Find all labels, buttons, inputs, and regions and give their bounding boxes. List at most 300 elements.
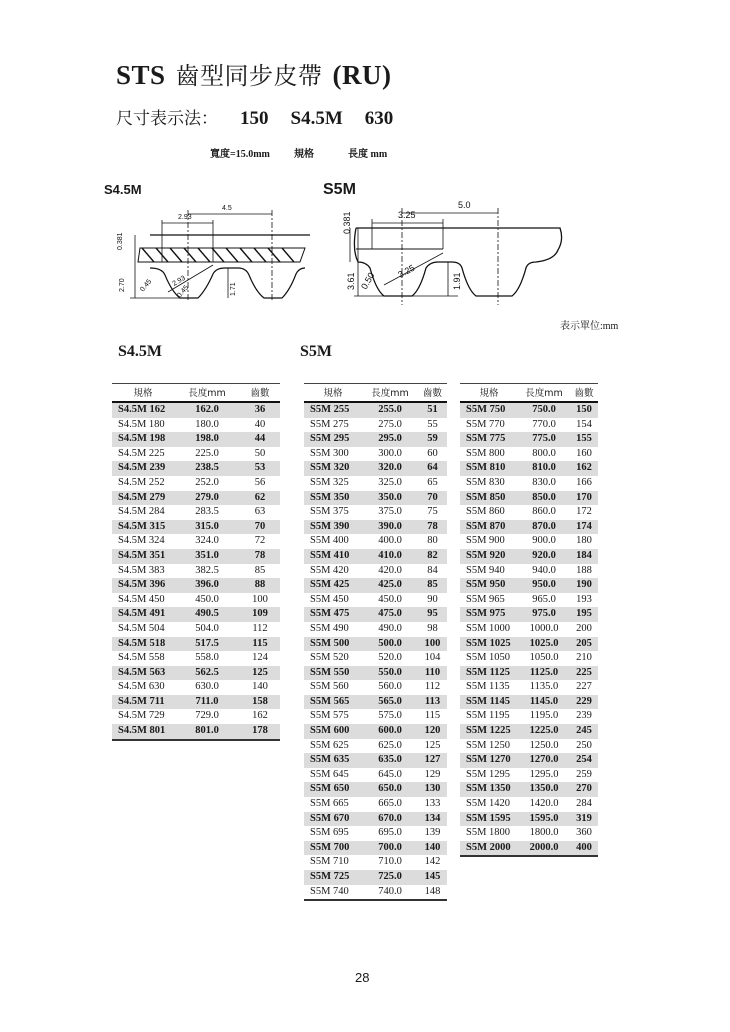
table-row bbox=[304, 739, 447, 754]
table-row bbox=[112, 520, 280, 535]
col-header-teeth: 齒數 bbox=[570, 384, 598, 403]
table-row bbox=[460, 709, 598, 724]
spec-cell: S4.5M 801 bbox=[112, 724, 174, 740]
table-row bbox=[112, 651, 280, 666]
length-cell: 665.0 bbox=[378, 798, 402, 810]
table-row bbox=[304, 768, 447, 783]
teeth-cell: 90 bbox=[427, 593, 438, 605]
length-cell: 650.0 bbox=[362, 782, 418, 797]
length-cell: 850.0 bbox=[518, 491, 570, 506]
dim-belt-top: 0.381 bbox=[117, 232, 124, 250]
table-row bbox=[304, 432, 447, 447]
teeth-cell: 139 bbox=[424, 827, 441, 839]
table-row bbox=[304, 709, 447, 724]
teeth-cell: 130 bbox=[418, 782, 447, 797]
teeth-cell: 70 bbox=[418, 491, 447, 506]
teeth-cell: 284 bbox=[576, 798, 592, 810]
teeth-cell: 162 bbox=[252, 710, 268, 722]
length-cell: 810.0 bbox=[518, 461, 570, 476]
length-cell: 382.5 bbox=[195, 564, 219, 576]
spec-cell: S5M 1420 bbox=[466, 798, 511, 810]
length-cell: 1595.0 bbox=[518, 812, 570, 827]
length-cell: 711.0 bbox=[174, 695, 240, 710]
teeth-cell: 180 bbox=[576, 535, 592, 547]
spec-cell: S4.5M 162 bbox=[112, 402, 174, 418]
col-header-spec: 規格 bbox=[112, 384, 174, 403]
teeth-cell: 78 bbox=[240, 549, 280, 564]
spec-cell: S4.5M 729 bbox=[118, 710, 165, 722]
table-row bbox=[304, 476, 447, 491]
col-header-spec: 規格 bbox=[304, 384, 362, 403]
title-prefix: STS bbox=[116, 60, 166, 90]
legend-width: 寬度=15.0mm bbox=[210, 149, 270, 160]
teeth-cell: 51 bbox=[418, 402, 447, 418]
length-cell: 750.0 bbox=[518, 402, 570, 418]
section-title-s5: S5M bbox=[300, 343, 332, 360]
dim-pitch: 5.0 bbox=[458, 200, 471, 210]
dim-tooth-height: 1.91 bbox=[452, 272, 462, 290]
table-row bbox=[304, 870, 447, 885]
teeth-cell: 110 bbox=[418, 666, 447, 681]
table-row bbox=[460, 432, 598, 447]
teeth-cell: 70 bbox=[240, 520, 280, 535]
teeth-cell: 154 bbox=[576, 418, 592, 430]
spec-cell: S4.5M 450 bbox=[118, 593, 165, 605]
length-cell: 830.0 bbox=[532, 476, 556, 488]
spec-cell: S5M 860 bbox=[466, 506, 505, 518]
dim-diag-width: 3.25 bbox=[396, 262, 417, 280]
table-row bbox=[112, 607, 280, 622]
spec-cell: S5M 810 bbox=[460, 461, 518, 476]
length-cell: 770.0 bbox=[532, 418, 556, 430]
spec-cell: S4.5M 711 bbox=[112, 695, 174, 710]
spec-cell: S5M 575 bbox=[310, 710, 349, 722]
teeth-cell: 127 bbox=[418, 753, 447, 768]
length-cell: 295.0 bbox=[362, 432, 418, 447]
length-cell: 965.0 bbox=[532, 593, 556, 605]
spec-cell: S5M 940 bbox=[466, 564, 505, 576]
table-row bbox=[112, 476, 280, 491]
table-row bbox=[304, 724, 447, 739]
spec-cell: S5M 830 bbox=[466, 476, 505, 488]
teeth-cell: 109 bbox=[240, 607, 280, 622]
spec-cell: S5M 1595 bbox=[460, 812, 518, 827]
teeth-cell: 166 bbox=[576, 476, 592, 488]
spec-cell: S4.5M 518 bbox=[112, 637, 174, 652]
table-row bbox=[112, 622, 280, 637]
table-row bbox=[460, 812, 598, 827]
spec-cell: S5M 1350 bbox=[460, 782, 518, 797]
teeth-cell: 134 bbox=[418, 812, 447, 827]
table-row bbox=[460, 447, 598, 462]
s5-spec-table-2 bbox=[460, 383, 598, 857]
table-row bbox=[304, 461, 447, 476]
dim-total-height: 2.70 bbox=[119, 278, 126, 292]
table-row bbox=[460, 782, 598, 797]
table-row bbox=[460, 491, 598, 506]
length-cell: 860.0 bbox=[532, 506, 556, 518]
length-cell: 375.0 bbox=[378, 506, 402, 518]
table-row bbox=[460, 549, 598, 564]
teeth-cell: 225 bbox=[570, 666, 598, 681]
table-row bbox=[304, 797, 447, 812]
length-cell: 710.0 bbox=[378, 856, 402, 868]
spec-cell: S5M 650 bbox=[304, 782, 362, 797]
length-cell: 450.0 bbox=[378, 593, 402, 605]
teeth-cell: 62 bbox=[240, 491, 280, 506]
table-row bbox=[112, 709, 280, 724]
table-row bbox=[304, 491, 447, 506]
length-cell: 1000.0 bbox=[529, 622, 559, 634]
unit-note: 表示單位:mm bbox=[560, 321, 619, 332]
table-row bbox=[112, 695, 280, 710]
spec-cell: S5M 400 bbox=[310, 535, 349, 547]
spec-cell: S5M 710 bbox=[310, 856, 349, 868]
notation-legend bbox=[210, 145, 387, 160]
spec-cell: S4.5M 284 bbox=[118, 506, 165, 518]
table-row bbox=[304, 578, 447, 593]
length-cell: 700.0 bbox=[362, 841, 418, 856]
teeth-cell: 170 bbox=[570, 491, 598, 506]
length-cell: 225.0 bbox=[195, 447, 219, 459]
spec-cell: S5M 800 bbox=[466, 447, 505, 459]
legend-spec: 規格 bbox=[294, 149, 314, 160]
spec-cell: S4.5M 225 bbox=[118, 447, 165, 459]
spec-cell: S5M 700 bbox=[304, 841, 362, 856]
length-cell: 1250.0 bbox=[529, 739, 559, 751]
teeth-cell: 72 bbox=[254, 535, 266, 547]
table-row bbox=[112, 724, 280, 740]
table-row bbox=[304, 520, 447, 535]
table-row bbox=[460, 651, 598, 666]
table-row bbox=[460, 826, 598, 841]
spec-cell: S5M 740 bbox=[304, 885, 362, 901]
teeth-cell: 162 bbox=[570, 461, 598, 476]
teeth-cell: 178 bbox=[240, 724, 280, 740]
spec-cell: S5M 255 bbox=[304, 402, 362, 418]
length-cell: 729.0 bbox=[195, 710, 219, 722]
teeth-cell: 193 bbox=[576, 593, 592, 605]
spec-cell: S5M 850 bbox=[460, 491, 518, 506]
length-cell: 670.0 bbox=[362, 812, 418, 827]
teeth-cell: 155 bbox=[570, 432, 598, 447]
length-cell: 725.0 bbox=[362, 870, 418, 885]
legend-length: 長度 mm bbox=[348, 149, 388, 160]
spec-cell: S4.5M 383 bbox=[118, 564, 165, 576]
table-row bbox=[112, 593, 280, 608]
teeth-cell: 36 bbox=[240, 402, 280, 418]
table-row bbox=[460, 666, 598, 681]
notation-width: 150 bbox=[240, 108, 269, 129]
table-row bbox=[112, 505, 280, 520]
table-row bbox=[460, 724, 598, 739]
spec-cell: S5M 695 bbox=[310, 827, 349, 839]
length-cell: 1195.0 bbox=[529, 710, 559, 722]
dim-radius-2: 0.45 bbox=[176, 284, 191, 300]
teeth-cell: 85 bbox=[254, 564, 266, 576]
length-cell: 562.5 bbox=[174, 666, 240, 681]
spec-cell: S5M 565 bbox=[304, 695, 362, 710]
notation-label: 尺寸表示法： bbox=[116, 109, 218, 129]
teeth-cell: 239 bbox=[576, 710, 592, 722]
length-cell: 1025.0 bbox=[518, 637, 570, 652]
spec-cell: S5M 1050 bbox=[466, 652, 511, 664]
table-row bbox=[460, 841, 598, 857]
table-row bbox=[304, 680, 447, 695]
dim-belt-top: 0.381 bbox=[342, 211, 352, 234]
spec-cell: S4.5M 563 bbox=[112, 666, 174, 681]
teeth-cell: 84 bbox=[427, 564, 438, 576]
length-cell: 1420.0 bbox=[529, 798, 559, 810]
teeth-cell: 200 bbox=[576, 622, 592, 634]
table-row bbox=[112, 418, 280, 433]
table-row bbox=[304, 885, 447, 901]
spec-cell: S5M 320 bbox=[304, 461, 362, 476]
spec-cell: S5M 770 bbox=[466, 418, 505, 430]
length-cell: 400.0 bbox=[378, 535, 402, 547]
dim-total-height: 3.61 bbox=[346, 272, 356, 290]
teeth-cell: 40 bbox=[254, 418, 266, 430]
teeth-cell: 60 bbox=[427, 447, 438, 459]
title-cjk: 齒型同步皮帶 bbox=[175, 62, 323, 90]
spec-cell: S5M 625 bbox=[310, 739, 349, 751]
table-row bbox=[112, 432, 280, 447]
spec-cell: S4.5M 630 bbox=[118, 681, 165, 693]
length-cell: 740.0 bbox=[362, 885, 418, 901]
length-cell: 2000.0 bbox=[518, 841, 570, 857]
length-cell: 940.0 bbox=[532, 564, 556, 576]
length-cell: 315.0 bbox=[174, 520, 240, 535]
length-cell: 1145.0 bbox=[518, 695, 570, 710]
teeth-cell: 400 bbox=[570, 841, 598, 857]
teeth-cell: 254 bbox=[570, 753, 598, 768]
table-row bbox=[304, 593, 447, 608]
table-row bbox=[304, 402, 447, 418]
teeth-cell: 174 bbox=[570, 520, 598, 535]
spec-cell: S5M 390 bbox=[304, 520, 362, 535]
spec-cell: S4.5M 491 bbox=[112, 607, 174, 622]
length-cell: 320.0 bbox=[362, 461, 418, 476]
spec-cell: S4.5M 396 bbox=[112, 578, 174, 593]
col-header-teeth: 齒數 bbox=[240, 384, 280, 403]
spec-cell: S5M 1025 bbox=[460, 637, 518, 652]
table-row bbox=[460, 564, 598, 579]
length-cell: 1800.0 bbox=[529, 827, 559, 839]
length-cell: 500.0 bbox=[362, 637, 418, 652]
teeth-cell: 104 bbox=[424, 652, 441, 664]
s45-spec-table bbox=[112, 383, 280, 741]
table-row bbox=[460, 505, 598, 520]
spec-cell: S4.5M 198 bbox=[112, 432, 174, 447]
table-row bbox=[304, 841, 447, 856]
table-row bbox=[460, 622, 598, 637]
table-row bbox=[112, 637, 280, 652]
teeth-cell: 59 bbox=[418, 432, 447, 447]
page-title bbox=[116, 56, 392, 91]
teeth-cell: 245 bbox=[570, 724, 598, 739]
spec-cell: S5M 725 bbox=[304, 870, 362, 885]
table-row bbox=[460, 402, 598, 418]
table-row bbox=[304, 695, 447, 710]
dim-radius-1: 0.45 bbox=[139, 278, 154, 294]
length-cell: 252.0 bbox=[195, 476, 219, 488]
length-cell: 1125.0 bbox=[518, 666, 570, 681]
table-row bbox=[112, 402, 280, 418]
length-cell: 950.0 bbox=[518, 578, 570, 593]
table-row bbox=[112, 534, 280, 549]
table-row bbox=[304, 564, 447, 579]
spec-cell: S4.5M 239 bbox=[112, 461, 174, 476]
table-row bbox=[460, 461, 598, 476]
size-notation bbox=[116, 104, 393, 130]
length-cell: 490.5 bbox=[174, 607, 240, 622]
table-row bbox=[304, 855, 447, 870]
teeth-cell: 124 bbox=[252, 652, 268, 664]
spec-cell: S5M 550 bbox=[304, 666, 362, 681]
length-cell: 695.0 bbox=[378, 827, 402, 839]
table-row bbox=[112, 447, 280, 462]
spec-cell: S5M 600 bbox=[304, 724, 362, 739]
teeth-cell: 50 bbox=[254, 447, 266, 459]
spec-cell: S4.5M 324 bbox=[118, 535, 165, 547]
length-cell: 900.0 bbox=[532, 535, 556, 547]
spec-cell: S5M 1125 bbox=[460, 666, 518, 681]
spec-cell: S4.5M 279 bbox=[112, 491, 174, 506]
teeth-cell: 210 bbox=[576, 652, 592, 664]
teeth-cell: 53 bbox=[240, 461, 280, 476]
spec-cell: S5M 1000 bbox=[466, 622, 511, 634]
length-cell: 475.0 bbox=[362, 607, 418, 622]
table-row bbox=[460, 593, 598, 608]
table-row bbox=[460, 476, 598, 491]
teeth-cell: 98 bbox=[427, 622, 438, 634]
length-cell: 565.0 bbox=[362, 695, 418, 710]
length-cell: 420.0 bbox=[378, 564, 402, 576]
spec-cell: S5M 2000 bbox=[460, 841, 518, 857]
teeth-cell: 158 bbox=[240, 695, 280, 710]
length-cell: 975.0 bbox=[518, 607, 570, 622]
length-cell: 645.0 bbox=[378, 768, 402, 780]
teeth-cell: 65 bbox=[427, 476, 438, 488]
teeth-cell: 140 bbox=[252, 681, 268, 693]
spec-cell: S5M 965 bbox=[466, 593, 505, 605]
teeth-cell: 112 bbox=[252, 622, 268, 634]
table-row bbox=[460, 753, 598, 768]
length-cell: 283.5 bbox=[195, 506, 219, 518]
length-cell: 558.0 bbox=[195, 652, 219, 664]
length-cell: 800.0 bbox=[532, 447, 556, 459]
table-row bbox=[304, 782, 447, 797]
spec-cell: S5M 520 bbox=[310, 652, 349, 664]
length-cell: 1270.0 bbox=[518, 753, 570, 768]
table-row bbox=[304, 607, 447, 622]
notation-length: 630 bbox=[364, 108, 394, 129]
teeth-cell: 129 bbox=[424, 768, 441, 780]
length-cell: 351.0 bbox=[174, 549, 240, 564]
s5-profile-diagram bbox=[340, 190, 570, 305]
table-row bbox=[304, 622, 447, 637]
table-row bbox=[112, 680, 280, 695]
teeth-cell: 150 bbox=[570, 402, 598, 418]
length-cell: 517.5 bbox=[174, 637, 240, 652]
length-cell: 1225.0 bbox=[518, 724, 570, 739]
length-cell: 396.0 bbox=[174, 578, 240, 593]
spec-cell: S5M 750 bbox=[460, 402, 518, 418]
teeth-cell: 88 bbox=[240, 578, 280, 593]
s45-diagram-title: S4.5M bbox=[104, 182, 142, 197]
teeth-cell: 112 bbox=[424, 681, 441, 693]
dim-tooth-height: 1.71 bbox=[230, 282, 237, 296]
teeth-cell: 44 bbox=[240, 432, 280, 447]
spec-cell: S5M 1225 bbox=[460, 724, 518, 739]
teeth-cell: 100 bbox=[252, 593, 268, 605]
dim-tooth-width: 3.25 bbox=[398, 210, 416, 220]
teeth-cell: 125 bbox=[240, 666, 280, 681]
table-row bbox=[112, 578, 280, 593]
col-header-teeth: 齒數 bbox=[418, 384, 447, 403]
table-row bbox=[460, 637, 598, 652]
teeth-cell: 188 bbox=[576, 564, 592, 576]
spec-cell: S5M 420 bbox=[310, 564, 349, 576]
length-cell: 635.0 bbox=[362, 753, 418, 768]
table-row bbox=[460, 418, 598, 433]
length-cell: 520.0 bbox=[378, 652, 402, 664]
spec-cell: S5M 475 bbox=[304, 607, 362, 622]
teeth-cell: 205 bbox=[570, 637, 598, 652]
table-row bbox=[112, 564, 280, 579]
teeth-cell: 195 bbox=[570, 607, 598, 622]
table-row bbox=[460, 607, 598, 622]
spec-cell: S5M 1195 bbox=[466, 710, 510, 722]
spec-cell: S5M 1250 bbox=[466, 739, 511, 751]
length-cell: 775.0 bbox=[518, 432, 570, 447]
col-header-length: 長度mm bbox=[174, 384, 240, 403]
length-cell: 325.0 bbox=[378, 476, 402, 488]
length-cell: 1135.0 bbox=[529, 681, 559, 693]
length-cell: 1050.0 bbox=[529, 652, 559, 664]
teeth-cell: 100 bbox=[418, 637, 447, 652]
spec-cell: S5M 670 bbox=[304, 812, 362, 827]
s5-diagram-title: S5M bbox=[323, 181, 356, 198]
spec-cell: S4.5M 351 bbox=[112, 549, 174, 564]
table-row bbox=[112, 666, 280, 681]
dim-pitch: 4.5 bbox=[222, 205, 232, 212]
table-row bbox=[112, 491, 280, 506]
length-cell: 300.0 bbox=[378, 447, 402, 459]
length-cell: 410.0 bbox=[362, 549, 418, 564]
teeth-cell: 80 bbox=[427, 535, 438, 547]
teeth-cell: 95 bbox=[418, 607, 447, 622]
teeth-cell: 120 bbox=[418, 724, 447, 739]
table-row bbox=[460, 534, 598, 549]
teeth-cell: 63 bbox=[254, 506, 266, 518]
table-row bbox=[304, 534, 447, 549]
col-header-length: 長度mm bbox=[518, 384, 570, 403]
spec-cell: S5M 1295 bbox=[466, 768, 511, 780]
spec-cell: S4.5M 315 bbox=[112, 520, 174, 535]
teeth-cell: 319 bbox=[570, 812, 598, 827]
length-cell: 350.0 bbox=[362, 491, 418, 506]
length-cell: 575.0 bbox=[378, 710, 402, 722]
teeth-cell: 148 bbox=[418, 885, 447, 901]
spec-cell: S5M 1270 bbox=[460, 753, 518, 768]
table-row bbox=[304, 753, 447, 768]
teeth-cell: 125 bbox=[424, 739, 441, 751]
length-cell: 1350.0 bbox=[518, 782, 570, 797]
teeth-cell: 172 bbox=[576, 506, 592, 518]
table-row bbox=[304, 826, 447, 841]
spec-cell: S4.5M 504 bbox=[118, 622, 165, 634]
